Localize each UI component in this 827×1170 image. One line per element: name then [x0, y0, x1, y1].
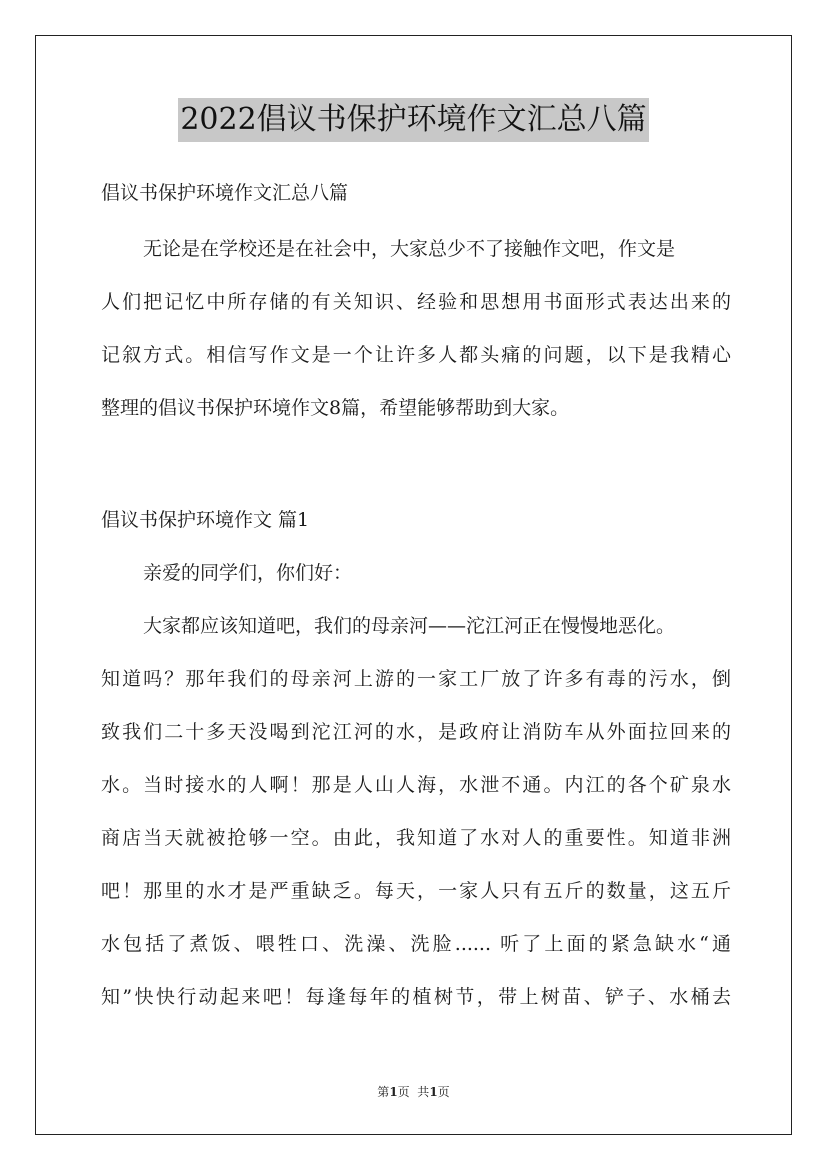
footer-suffix: 页 [437, 1085, 450, 1099]
body-line: 知道吗？那年我们的母亲河上游的一家工厂放了许多有毒的污水，倒 [101, 668, 731, 690]
body-line: 商店当天就被抢够一空。由此，我知道了水对人的重要性。知道非洲 [101, 827, 731, 849]
body-line: 吧！那里的水才是严重缺乏。每天，一家人只有五斤的数量，这五斤 [101, 880, 731, 902]
document-subtitle: 倡议书保护环境作文汇总八篇 [101, 182, 349, 204]
title-container [0, 98, 827, 142]
greeting: 亲爱的同学们，你们好： [143, 562, 353, 584]
body-line: 致我们二十多天没喝到沱江河的水，是政府让消防车从外面拉回来的 [101, 721, 731, 743]
body-line: 大家都应该知道吧，我们的母亲河——沱江河正在慢慢地恶化。 [143, 615, 676, 637]
footer-prefix: 第 [377, 1085, 390, 1099]
document-title: 2022倡议书保护环境作文汇总八篇 [178, 98, 648, 142]
section-heading: 倡议书保护环境作文 篇1 [101, 509, 310, 531]
intro-line: 无论是在学校还是在社会中，大家总少不了接触作文吧，作文是 [143, 238, 676, 260]
intro-line: 整理的倡议书保护环境作文8篇，希望能够帮助到大家。 [101, 397, 570, 419]
body-line: 水。当时接水的人啊！那是人山人海，水泄不通。内江的各个矿泉水 [101, 774, 731, 796]
body-line: 水包括了煮饭、喂牲口、洗澡、洗脸...... 听了上面的紧急缺水“通 [101, 933, 731, 955]
page-total: 1 [429, 1085, 438, 1099]
page-number: 1 [389, 1085, 398, 1099]
body-line: 知”快快行动起来吧！每逢每年的植树节，带上树苗、铲子、水桶去 [101, 986, 731, 1008]
intro-line: 记叙方式。相信写作文是一个让许多人都头痛的问题，以下是我精心 [101, 344, 731, 366]
footer-mid: 页 共 [397, 1085, 430, 1099]
page-footer [0, 1083, 827, 1100]
intro-line: 人们把记忆中所存储的有关知识、经验和思想用书面形式表达出来的 [101, 291, 731, 313]
